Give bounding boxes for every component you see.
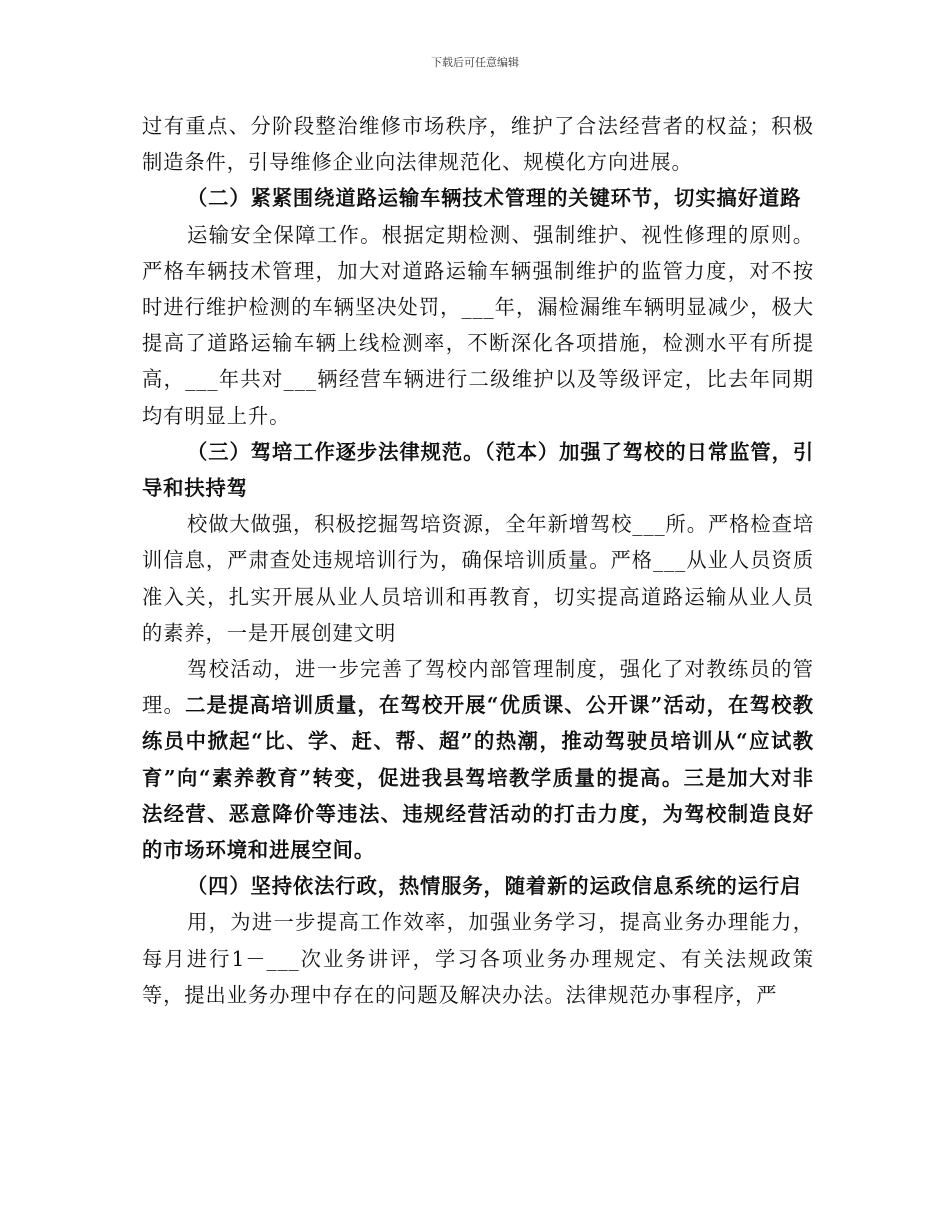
paragraph: 校做大做强，积极挖掘驾培资源，全年新增驾校___所。严格检查培训信息，严肃查处违规培训行为，确保培训质量。严格___从业人员资质准入关，扎实开展从业人员培训和再教育，切实提高道路运输从业人员的素养，一是开展创建文明 xyxy=(142,512,814,645)
paragraph xyxy=(142,651,814,868)
paragraph: 过有重点、分阶段整治维修市场秩序，维护了合法经营者的权益；积极制造条件，引导维修企业向法律规范化、规模化方向进展。 xyxy=(142,114,814,175)
paragraph: 用，为进一步提高工作效率，加强业务学习，提高业务办理能力，每月进行1－___次业务讲评，学习各项业务办理规定、有关法规政策等，提出业务办理中存在的问题及解决办法。法律规范办事程序，严 xyxy=(142,910,814,1007)
section-heading: （三）驾培工作逐步法律规范。（范本）加强了驾校的日常监管，引导和扶持驾 xyxy=(142,439,814,501)
section-heading: （四）坚持依法行政，热情服务，随着新的运政信息系统的运行启 xyxy=(187,874,802,899)
section-heading: （二）紧紧围绕道路运输车辆技术管理的关键环节，切实搞好道路 xyxy=(187,186,802,211)
paragraph-text: 驾校活动，进一步完善了驾校内部管理制度，强化了对教练员的管理。 xyxy=(142,657,814,718)
paragraph-bold-text: 二是提高培训质量，在驾校开展“优质课、公开课”活动，在驾校教练员中掀起“比、学、赶、帮、超”的热潮，推动驾驶员培训从“应试教育”向“素养教育”转变，促进我县驾培教学质量的提高。三是加大对非法经营、恶意降价等违法、违规经营活动的打击力度，为驾校制造良好的市场环境和进展空间。 xyxy=(142,693,814,863)
paragraph: 运输安全保障工作。根据定期检测、强制维护、视性修理的原则。严格车辆技术管理，加大对道路运输车辆强制维护的监管力度，对不按时进行维护检测的车辆坚决处罚，___年，漏检漏维车辆明显减少，极大提高了道路运输车辆上线检测率，不断深化各项措施，检测水平有所提高，___年共对___辆经营车辆进行二级维护以及等级评定，比去年同期均有明显上升。 xyxy=(142,222,814,428)
page-header: 下载后可任意编辑 xyxy=(431,56,519,69)
document-body xyxy=(142,108,814,1013)
